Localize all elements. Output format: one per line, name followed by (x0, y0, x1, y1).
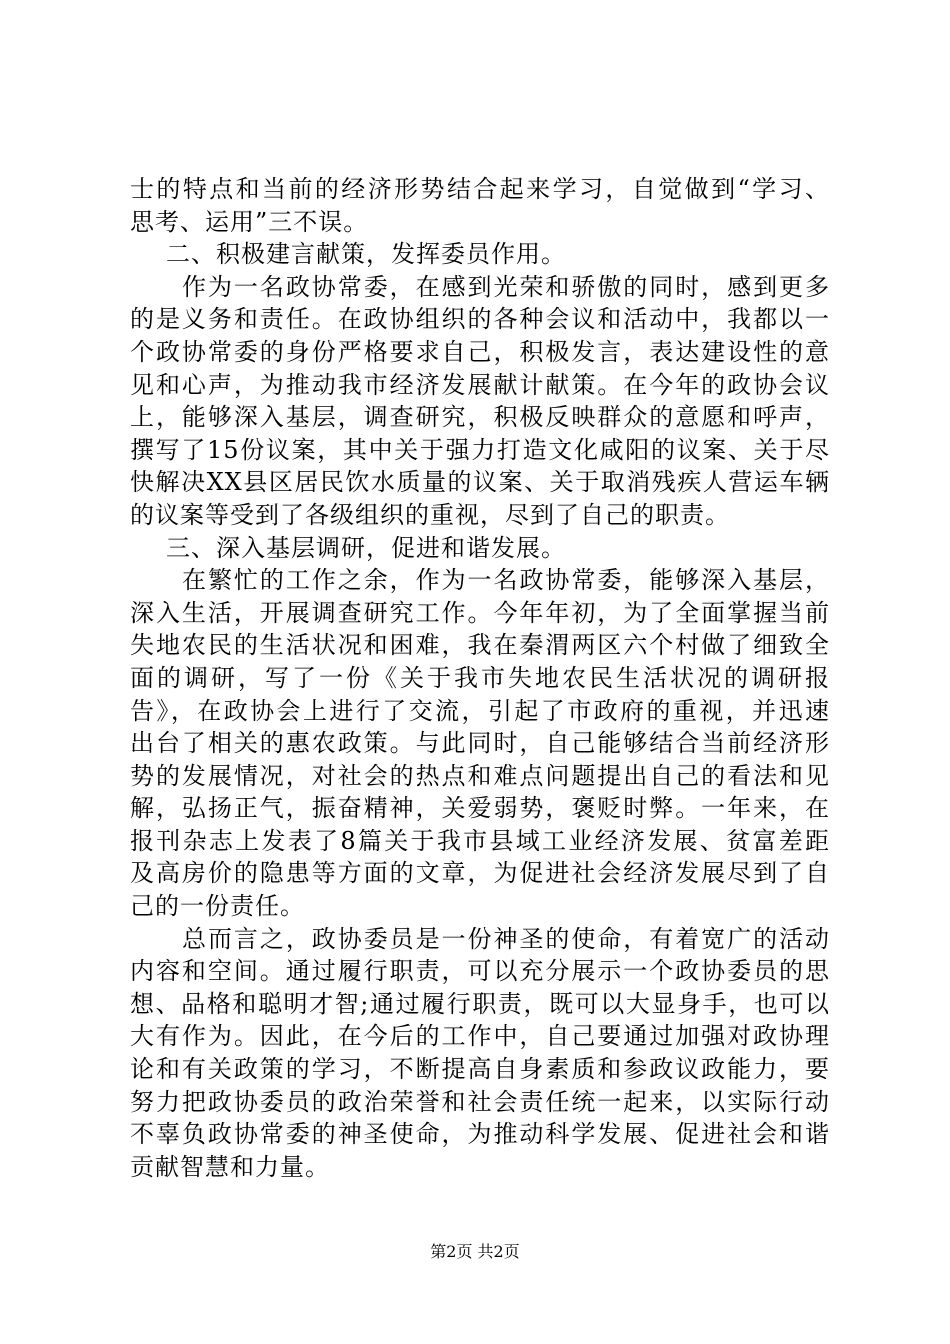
text-line: 报刊杂志上发表了8篇关于我市县域工业经济发展、贫富差距 (130, 826, 830, 855)
text-line: 出台了相关的惠农政策。与此同时，自己能够结合当前经济形 (130, 729, 830, 758)
section-heading: 三、深入基层调研，促进和谐发展。 (166, 533, 566, 562)
page-number-label: 第2页 共2页 (430, 1242, 520, 1261)
text-line: 思考、运用”三不误。 (130, 207, 369, 236)
text-line: 大有作为。因此，在今后的工作中，自己要通过加强对政协理 (130, 1022, 830, 1051)
section-heading: 二、积极建言献策，发挥委员作用。 (166, 240, 566, 269)
text-line: 上，能够深入基层，调查研究，积极反映群众的意愿和呼声， (130, 403, 830, 432)
text-line: 的是义务和责任。在政协组织的各种会议和活动中，我都以一 (130, 305, 830, 334)
page-footer (0, 1242, 950, 1262)
text-line: 己的一份责任。 (130, 892, 305, 921)
text-line: 士的特点和当前的经济形势结合起来学习，自觉做到“学习、 (130, 175, 830, 203)
text-line: 努力把政协委员的政治荣誉和社会责任统一起来，以实际行动 (130, 1087, 830, 1116)
text-line: 势的发展情况，对社会的热点和难点问题提出自己的看法和见 (130, 761, 830, 790)
text-line: 解，弘扬正气，振奋精神，关爱弱势，褒贬时弊。一年来，在 (130, 794, 830, 823)
text-line: 论和有关政策的学习，不断提高自身素质和参政议政能力，要 (130, 1055, 830, 1084)
text-line: 及高房价的隐患等方面的文章，为促进社会经济发展尽到了自 (130, 859, 830, 888)
text-line: 贡献智慧和力量。 (130, 1152, 330, 1181)
document-body (130, 173, 830, 1183)
text-line: 撰写了15份议案，其中关于强力打造文化咸阳的议案、关于尽 (130, 435, 830, 464)
text-line: 失地农民的生活状况和困难，我在秦渭两区六个村做了细致全 (130, 631, 830, 660)
text-line: 不辜负政协常委的神圣使命，为推动科学发展、促进社会和谐 (130, 1120, 830, 1149)
text-line: 作为一名政协常委，在感到光荣和骄傲的同时，感到更多 (182, 272, 830, 301)
text-line: 个政协常委的身份严格要求自己，积极发言，表达建设性的意 (130, 337, 830, 366)
text-line: 深入生活，开展调查研究工作。今年年初，为了全面掌握当前 (130, 598, 830, 627)
text-line: 想、品格和聪明才智;通过履行职责，既可以大显身手，也可以 (130, 989, 830, 1018)
text-line: 内容和空间。通过履行职责，可以充分展示一个政协委员的思 (130, 957, 830, 986)
text-line: 总而言之，政协委员是一份神圣的使命，有着宽广的活动 (182, 924, 830, 953)
text-line: 见和心声，为推动我市经济发展献计献策。在今年的政协会议 (130, 370, 830, 399)
text-line: 告》，在政协会上进行了交流，引起了市政府的重视，并迅速 (130, 696, 830, 725)
text-line: 面的调研，写了一份《关于我市失地农民生活状况的调研报 (130, 663, 830, 692)
text-line: 快解决XX县区居民饮水质量的议案、关于取消残疾人营运车辆 (130, 468, 830, 497)
text-line: 在繁忙的工作之余，作为一名政协常委，能够深入基层， (182, 566, 830, 595)
text-line: 的议案等受到了各级组织的重视，尽到了自己的职责。 (130, 500, 730, 529)
